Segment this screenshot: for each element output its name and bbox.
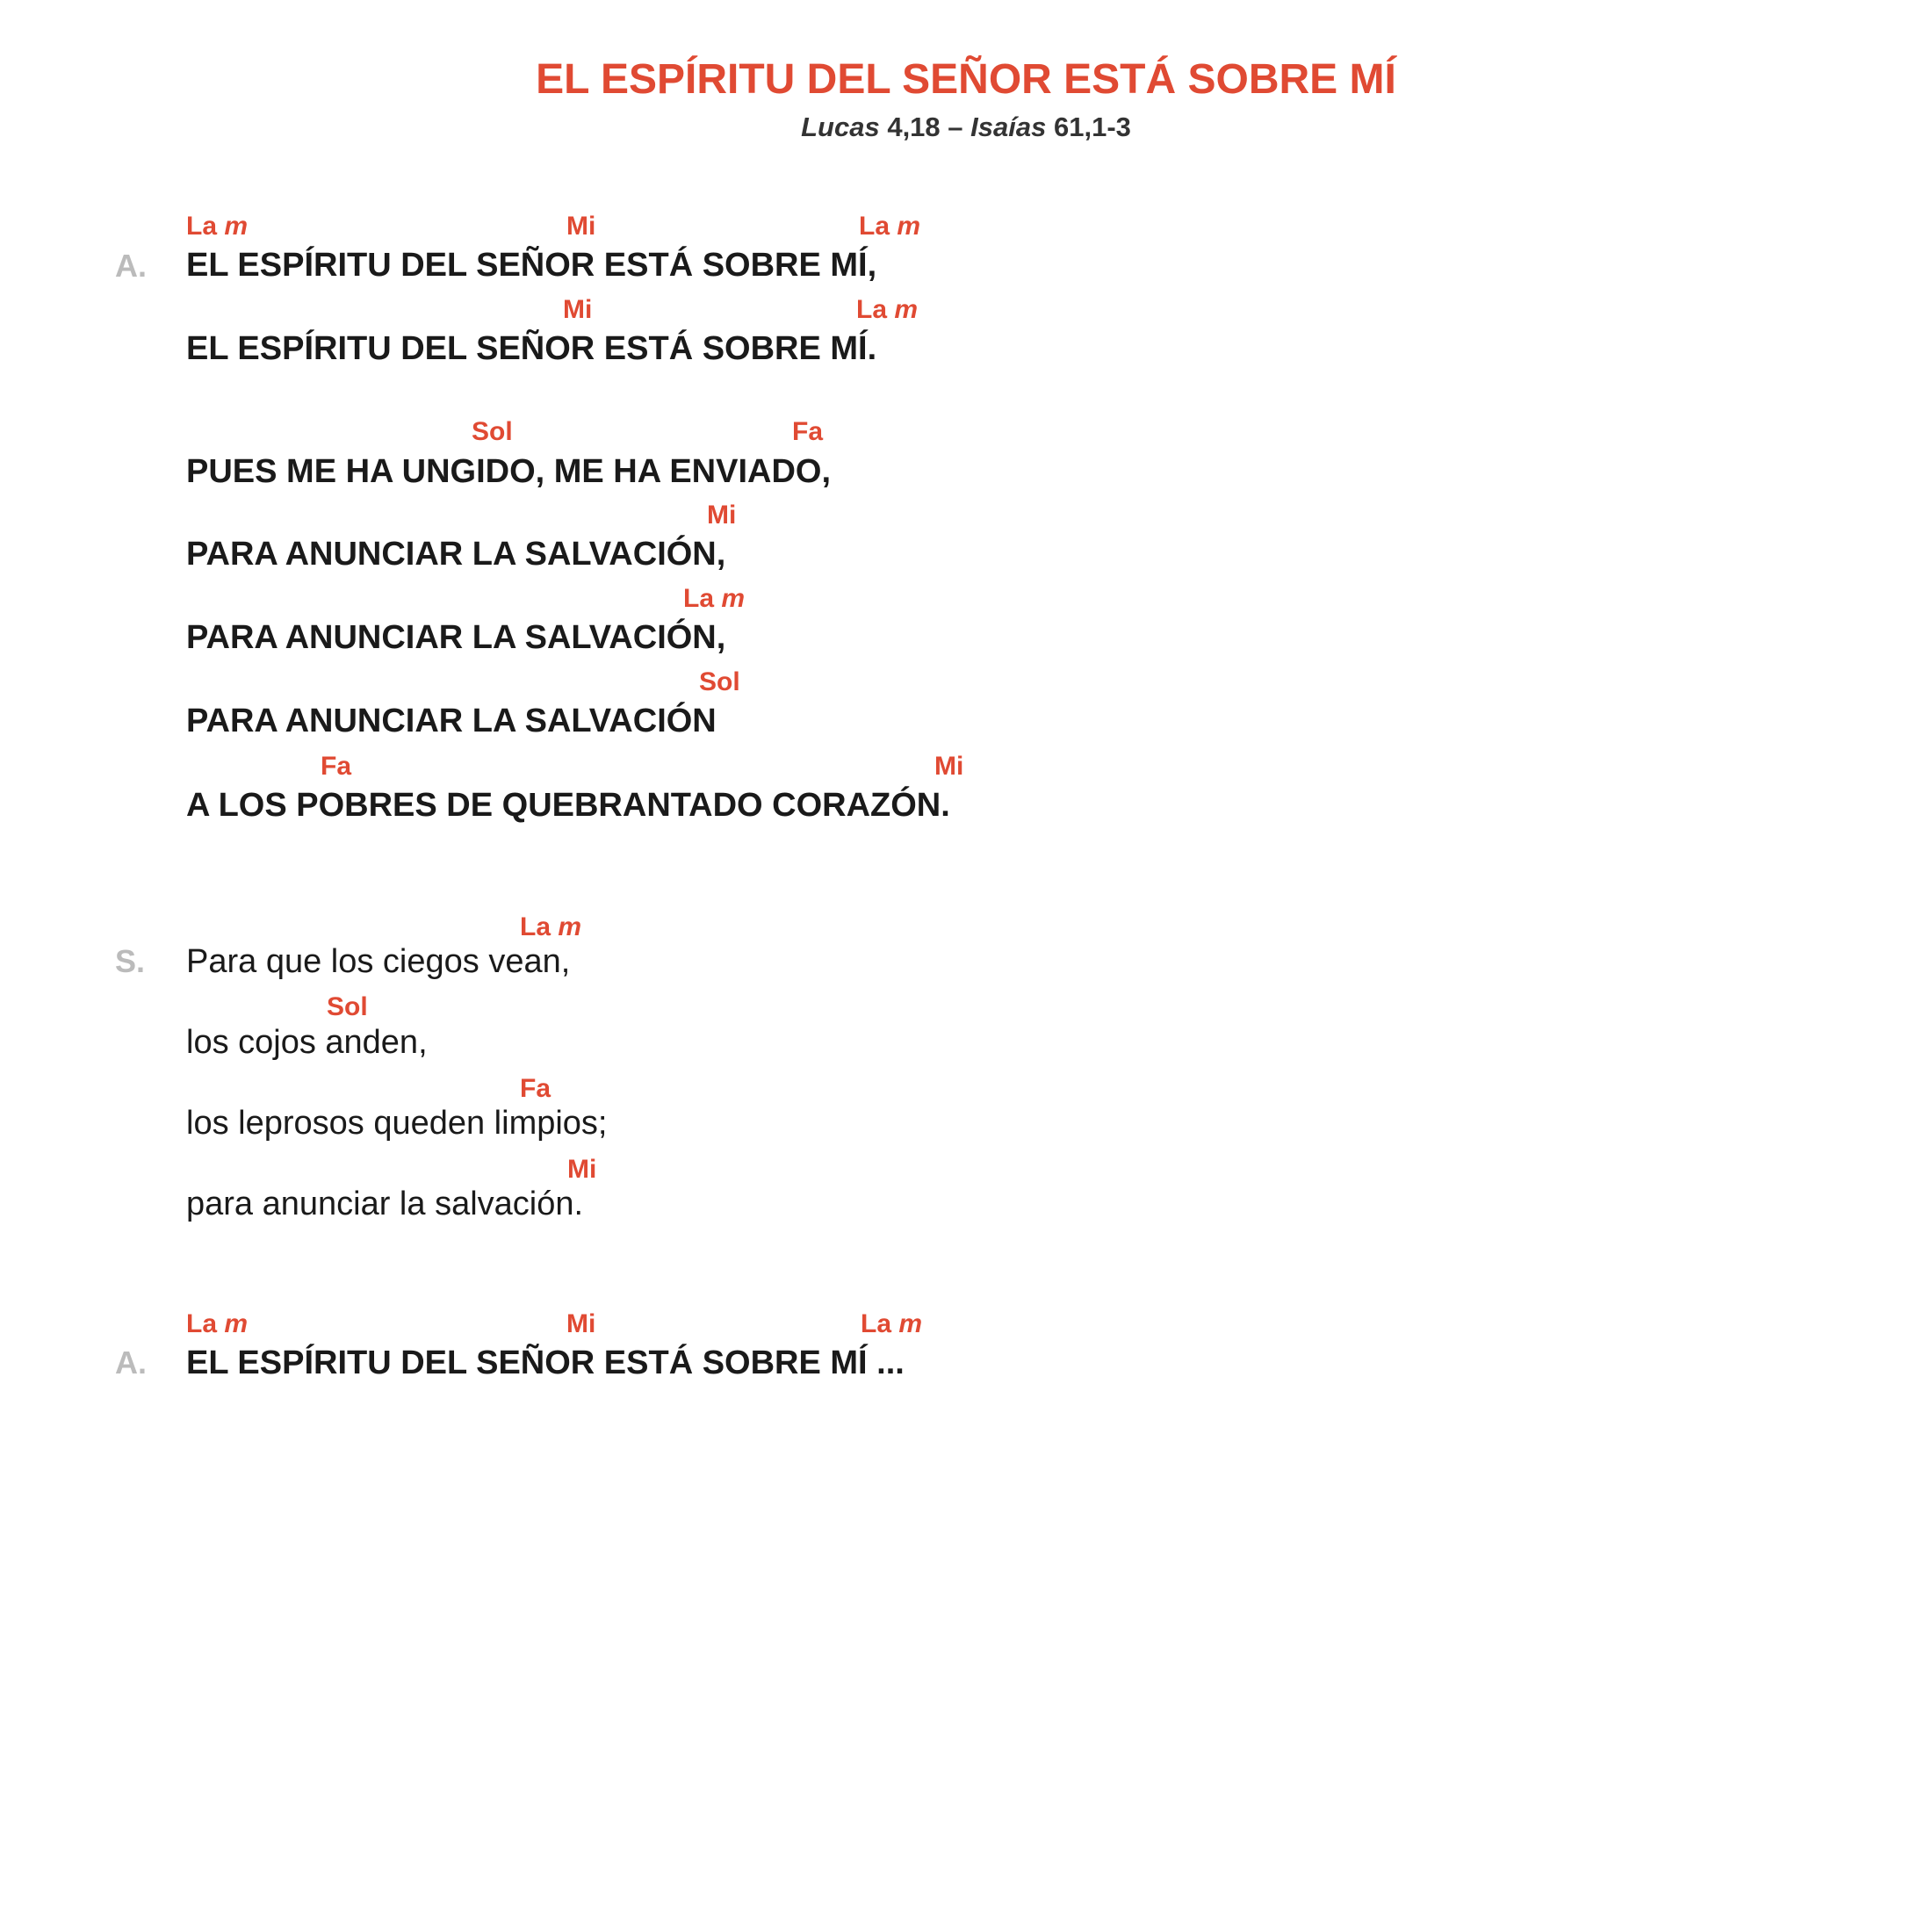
lyric-line: PARA ANUNCIAR LA SALVACIÓN, xyxy=(186,536,726,573)
section-marker-soloist: S. xyxy=(115,943,146,979)
chord-sol: Sol xyxy=(699,667,740,696)
chord-sol: Sol xyxy=(472,417,513,446)
chord-mi: Mi xyxy=(707,501,737,530)
song-title: EL ESPÍRITU DEL SEÑOR ESTÁ SOBRE MÍ xyxy=(536,56,1396,103)
chord-sol: Sol xyxy=(327,992,368,1021)
chord-fa: Fa xyxy=(792,417,824,446)
chord-mi: Mi xyxy=(563,295,593,324)
chord-mi: Mi xyxy=(566,1309,596,1338)
lyric-line: para anunciar la salvación. xyxy=(186,1186,584,1222)
chord-la-minor: La m xyxy=(856,295,919,324)
chord-la-minor: La m xyxy=(186,212,249,241)
lyric-line: PUES ME HA UNGIDO, ME HA ENVIADO, xyxy=(186,453,832,490)
lyric-line: los leprosos queden limpios; xyxy=(186,1105,608,1142)
chord-la-minor: La m xyxy=(520,912,582,941)
chord-la-minor: La m xyxy=(859,212,921,241)
lyric-line: A LOS POBRES DE QUEBRANTADO CORAZÓN. xyxy=(186,787,950,824)
chord-mi: Mi xyxy=(567,1155,597,1184)
chord-la-minor: La m xyxy=(861,1309,923,1338)
chord-fa: Fa xyxy=(520,1074,551,1103)
chord-la-minor: La m xyxy=(186,1309,249,1338)
lyric-line: PARA ANUNCIAR LA SALVACIÓN xyxy=(186,703,717,739)
section-marker-assembly: A. xyxy=(115,248,147,284)
lyric-line: PARA ANUNCIAR LA SALVACIÓN, xyxy=(186,619,726,656)
lyric-line: los cojos anden, xyxy=(186,1024,428,1061)
lyric-line: EL ESPÍRITU DEL SEÑOR ESTÁ SOBRE MÍ, xyxy=(186,247,877,284)
lyric-line: Para que los ciegos vean, xyxy=(186,943,571,980)
reference-number-2: 61,1-3 xyxy=(1053,112,1131,142)
chord-mi: Mi xyxy=(934,752,964,781)
section-marker-assembly: A. xyxy=(115,1344,147,1381)
reference-book-2: Isaías xyxy=(970,112,1047,142)
chord-mi: Mi xyxy=(566,212,596,241)
lyric-line: EL ESPÍRITU DEL SEÑOR ESTÁ SOBRE MÍ. xyxy=(186,330,877,367)
reference-number-1: 4,18 – xyxy=(887,112,963,142)
lyric-line: EL ESPÍRITU DEL SEÑOR ESTÁ SOBRE MÍ ... xyxy=(186,1344,905,1381)
reference-book-1: Lucas xyxy=(801,112,880,142)
chord-la-minor: La m xyxy=(683,584,746,613)
scripture-reference xyxy=(0,111,1932,144)
chord-fa: Fa xyxy=(321,752,352,781)
